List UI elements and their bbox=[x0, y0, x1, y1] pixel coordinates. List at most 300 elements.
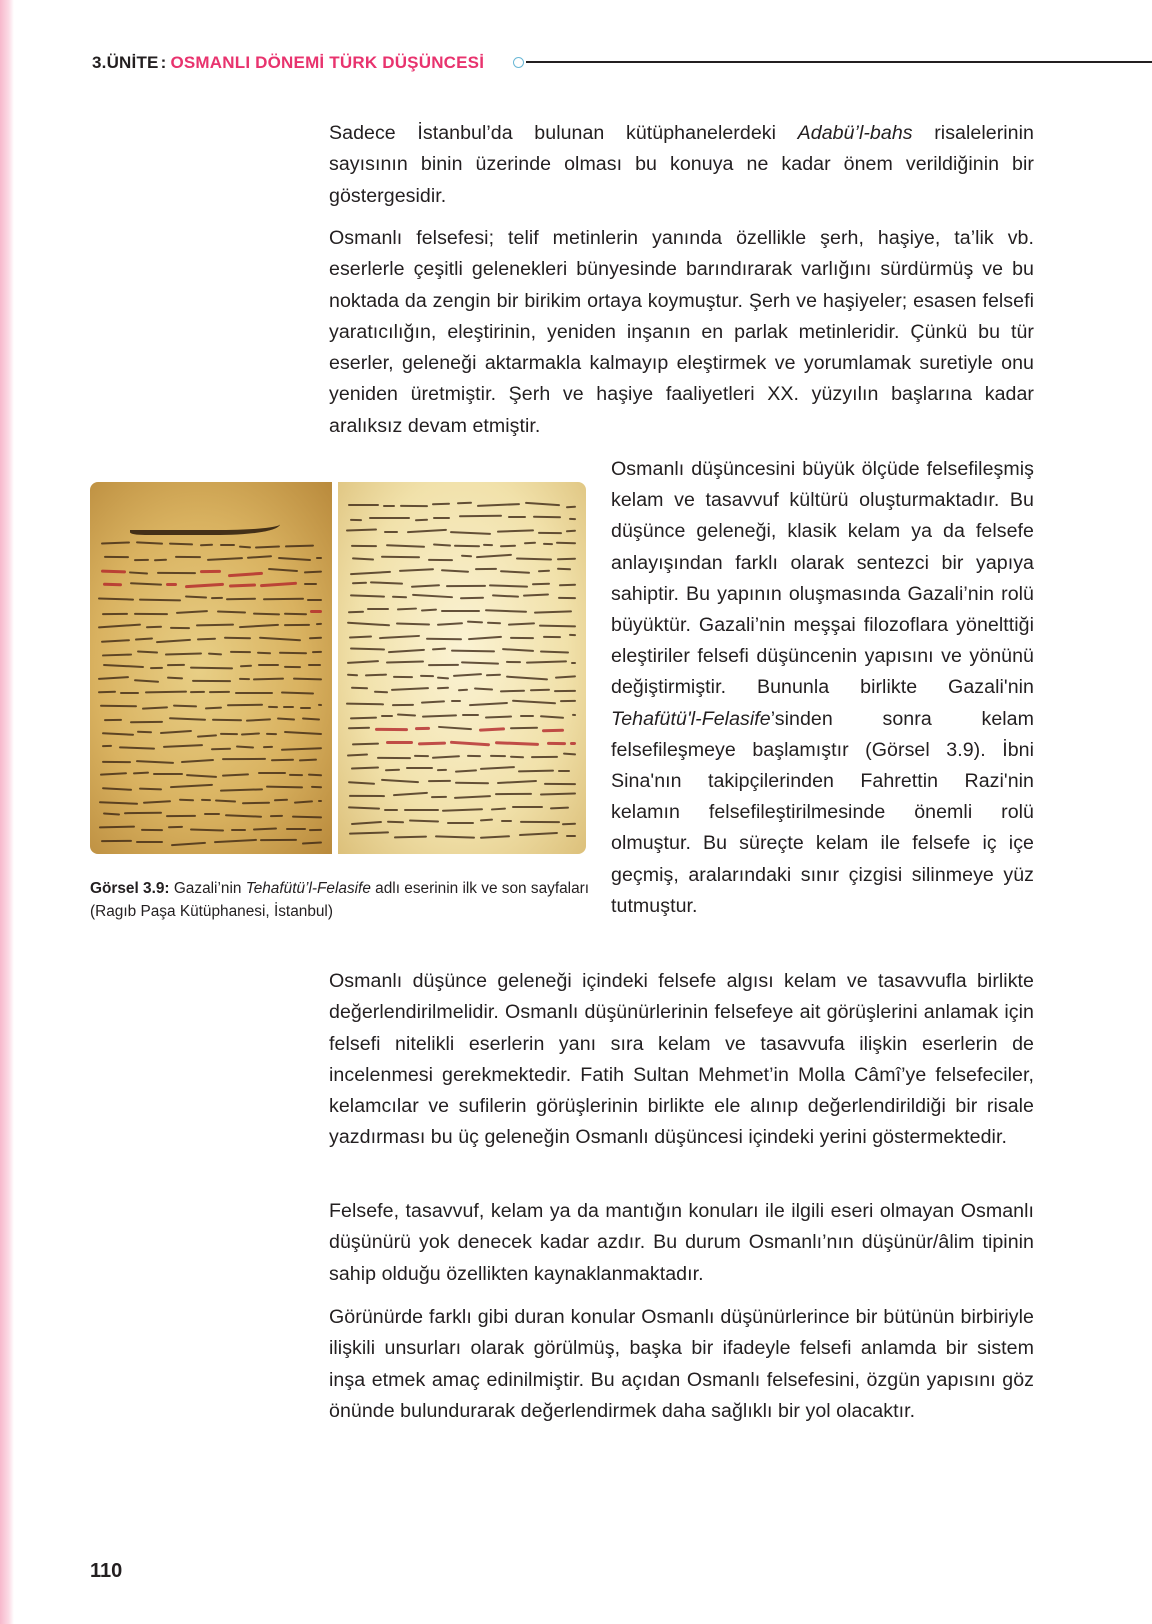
manuscript-script-stroke bbox=[100, 772, 127, 776]
manuscript-script-stroke bbox=[102, 653, 132, 656]
manuscript-script-stroke bbox=[543, 543, 553, 546]
manuscript-script-stroke bbox=[302, 841, 322, 845]
paragraph-sistem: Görünürde farklı gibi duran konular Osmanlı düşünürlerince bir bütünün birbiriyle ilişkili unsurları olarak görülmüş, başka bir ifadeyle felsefi anlamda bir sistem inşa etmek amaç edinilmiştir. Bu açıdan Osmanlı felsefesini, özgün yapısını göz önünde bulundurarak değerlendirmek daha sağlıklı bir yol olacaktır. bbox=[329, 1306, 1034, 1422]
manuscript-script-stroke bbox=[558, 770, 570, 772]
manuscript-script-stroke bbox=[554, 690, 576, 693]
manuscript-script-stroke bbox=[268, 568, 298, 572]
manuscript-script-stroke bbox=[98, 691, 116, 694]
manuscript-script-stroke bbox=[304, 570, 323, 573]
manuscript-script-stroke bbox=[209, 691, 230, 694]
manuscript-script-stroke bbox=[220, 544, 235, 546]
manuscript-script-stroke bbox=[170, 626, 190, 629]
manuscript-script-stroke bbox=[365, 674, 388, 677]
manuscript-script-stroke bbox=[399, 568, 434, 572]
manuscript-script-stroke bbox=[304, 583, 317, 585]
manuscript-script-stroke bbox=[197, 638, 217, 641]
manuscript-script-stroke bbox=[136, 542, 163, 546]
manuscript-script-stroke bbox=[150, 667, 163, 670]
manuscript-script-stroke bbox=[347, 621, 391, 626]
manuscript-script-stroke bbox=[163, 744, 203, 748]
manuscript-script-stroke bbox=[566, 835, 576, 837]
manuscript-script-stroke bbox=[308, 774, 322, 777]
manuscript-script-stroke bbox=[284, 613, 307, 616]
manuscript-script-stroke bbox=[293, 677, 322, 680]
manuscript-script-stroke bbox=[139, 598, 181, 601]
manuscript-script-stroke bbox=[102, 787, 132, 791]
manuscript-script-stroke bbox=[497, 530, 534, 534]
paragraph-kelam-tasavvuf: Osmanlı düşünce geleneği içindeki felsefe algısı kelam ve tasavvufla birlikte değerlendirilmelidir. Osmanlı düşünürlerinin felsefeye ait görüşlerini anlamak için felsefi nitelikli eserlerin yanı sıra kelam ve tasavvufa ilişkin eserlerin de incelenmesi gerekmektedir. Fatih Sultan Mehmet’in Molla Câmî’ye felsefeciler, kelamcılar ve sufilerin görüşlerinin birlikte ele alınıp değerlendirildiği bir risale yazdırması bu üç geleneğin Osmanlı düşüncesi içindeki yerini göstermektedir. bbox=[329, 970, 1034, 1149]
manuscript-script-stroke bbox=[502, 649, 534, 653]
manuscript-script-stroke bbox=[451, 649, 495, 652]
manuscript-script-stroke bbox=[519, 832, 558, 837]
manuscript-script-stroke bbox=[533, 516, 561, 519]
manuscript-script-stroke bbox=[175, 556, 201, 559]
manuscript-script-stroke bbox=[479, 727, 505, 731]
manuscript-script-stroke bbox=[348, 726, 370, 729]
manuscript-script-stroke bbox=[467, 621, 483, 624]
manuscript-script-stroke bbox=[487, 621, 501, 624]
manuscript-last-page bbox=[338, 482, 586, 854]
manuscript-script-stroke bbox=[383, 505, 395, 507]
manuscript-script-stroke bbox=[532, 583, 550, 586]
manuscript-script-stroke bbox=[500, 570, 530, 574]
manuscript-script-stroke bbox=[352, 557, 375, 561]
manuscript-script-stroke bbox=[101, 542, 130, 545]
manuscript-script-stroke bbox=[350, 571, 391, 576]
manuscript-script-stroke bbox=[257, 651, 271, 654]
manuscript-script-stroke bbox=[208, 652, 223, 655]
paragraph-adabul-bahs: Sadece İstanbul’da bulunan kütüphanelerdeki Adabü’l-bahs risalelerinin sayısının binin üzerinde olması bu konuya ne kadar önem verildiğinin bir göstergesidir. bbox=[329, 122, 1034, 207]
manuscript-script-stroke bbox=[137, 731, 152, 734]
manuscript-script-stroke bbox=[539, 624, 576, 627]
manuscript-script-stroke bbox=[540, 792, 576, 795]
manuscript-script-stroke bbox=[142, 707, 168, 711]
manuscript-script-stroke bbox=[207, 557, 243, 561]
manuscript-script-stroke bbox=[428, 664, 459, 667]
manuscript-script-stroke bbox=[384, 531, 398, 533]
header-rule bbox=[526, 61, 1152, 63]
manuscript-script-stroke bbox=[480, 766, 515, 770]
manuscript-script-stroke bbox=[453, 673, 482, 677]
manuscript-script-stroke bbox=[531, 756, 558, 759]
manuscript-script-stroke bbox=[462, 714, 479, 716]
manuscript-script-stroke bbox=[302, 718, 321, 722]
manuscript-script-stroke bbox=[407, 529, 447, 534]
manuscript-script-stroke bbox=[469, 702, 508, 707]
manuscript-script-stroke bbox=[220, 788, 263, 792]
manuscript-script-stroke bbox=[228, 572, 263, 577]
page-number: 110 bbox=[90, 1560, 123, 1582]
manuscript-script-stroke bbox=[136, 760, 174, 764]
manuscript-script-stroke bbox=[266, 786, 303, 789]
manuscript-script-stroke bbox=[102, 664, 143, 668]
manuscript-script-stroke bbox=[399, 505, 427, 508]
manuscript-script-stroke bbox=[381, 556, 420, 559]
manuscript-script-stroke bbox=[312, 650, 322, 653]
manuscript-script-stroke bbox=[229, 583, 256, 587]
manuscript-script-stroke bbox=[169, 543, 193, 546]
manuscript-script-stroke bbox=[415, 727, 430, 730]
manuscript-script-stroke bbox=[145, 690, 187, 693]
manuscript-script-stroke bbox=[501, 820, 512, 822]
manuscript-script-stroke bbox=[104, 719, 122, 722]
manuscript-script-stroke bbox=[506, 661, 521, 664]
manuscript-script-stroke bbox=[495, 792, 532, 795]
manuscript-script-stroke bbox=[455, 769, 477, 773]
manuscript-script-stroke bbox=[538, 570, 550, 573]
manuscript-script-stroke bbox=[563, 752, 576, 755]
manuscript-script-stroke bbox=[426, 638, 462, 641]
manuscript-script-stroke bbox=[227, 704, 263, 707]
manuscript-script-stroke bbox=[167, 664, 185, 667]
manuscript-script-stroke bbox=[316, 557, 322, 559]
manuscript-script-stroke bbox=[263, 746, 273, 749]
italic-term: Adabü’l-bahs bbox=[797, 122, 913, 144]
manuscript-script-stroke bbox=[476, 554, 512, 559]
manuscript-script-stroke bbox=[393, 676, 413, 679]
manuscript-script-stroke bbox=[260, 839, 297, 842]
manuscript-script-stroke bbox=[200, 544, 213, 547]
manuscript-script-stroke bbox=[375, 728, 408, 731]
manuscript-script-stroke bbox=[348, 611, 364, 614]
manuscript-script-stroke bbox=[571, 662, 576, 664]
manuscript-script-stroke bbox=[438, 726, 472, 731]
manuscript-script-stroke bbox=[538, 532, 562, 535]
italic-term: Tehafütü'l-Felasife bbox=[611, 707, 771, 730]
manuscript-script-stroke bbox=[226, 597, 256, 600]
header-ring-icon bbox=[513, 57, 524, 68]
manuscript-script-stroke bbox=[101, 840, 132, 843]
manuscript-script-stroke bbox=[137, 650, 158, 654]
manuscript-script-stroke bbox=[447, 822, 474, 824]
manuscript-script-stroke bbox=[387, 820, 404, 823]
manuscript-script-stroke bbox=[566, 505, 576, 508]
manuscript-script-stroke bbox=[418, 741, 446, 745]
manuscript-script-stroke bbox=[102, 745, 113, 748]
manuscript-script-stroke bbox=[205, 706, 222, 709]
manuscript-script-stroke bbox=[392, 704, 414, 707]
manuscript-script-stroke bbox=[414, 755, 429, 758]
manuscript-script-stroke bbox=[394, 835, 427, 838]
manuscript-script-stroke bbox=[124, 812, 162, 815]
manuscript-script-stroke bbox=[421, 701, 445, 705]
manuscript-script-stroke bbox=[347, 673, 358, 676]
manuscript-script-stroke bbox=[386, 660, 424, 663]
manuscript-script-stroke bbox=[396, 623, 430, 626]
manuscript-script-stroke bbox=[391, 687, 429, 691]
manuscript-script-stroke bbox=[253, 613, 280, 616]
manuscript-script-stroke bbox=[381, 779, 419, 784]
unit-header bbox=[92, 48, 484, 78]
manuscript-script-stroke bbox=[370, 582, 403, 586]
manuscript-script-stroke bbox=[431, 796, 447, 799]
manuscript-script-stroke bbox=[516, 557, 552, 560]
manuscript-script-stroke bbox=[542, 728, 564, 732]
manuscript-script-stroke bbox=[351, 545, 377, 548]
manuscript-script-stroke bbox=[495, 742, 539, 747]
manuscript-script-stroke bbox=[347, 753, 368, 756]
manuscript-script-stroke bbox=[437, 677, 449, 680]
manuscript-script-stroke bbox=[525, 502, 560, 507]
manuscript-script-stroke bbox=[435, 835, 475, 839]
manuscript-script-stroke bbox=[130, 583, 163, 587]
manuscript-script-stroke bbox=[211, 597, 223, 600]
manuscript-title-stroke bbox=[130, 508, 280, 535]
manuscript-script-stroke bbox=[474, 687, 493, 691]
manuscript-script-stroke bbox=[157, 571, 196, 574]
manuscript-script-stroke bbox=[415, 518, 429, 521]
manuscript-script-stroke bbox=[406, 767, 433, 769]
manuscript-script-stroke bbox=[201, 799, 211, 802]
manuscript-script-stroke bbox=[523, 594, 549, 598]
manuscript-script-stroke bbox=[214, 839, 257, 844]
manuscript-script-stroke bbox=[134, 613, 168, 616]
manuscript-script-stroke bbox=[571, 714, 576, 717]
manuscript-script-stroke bbox=[540, 716, 564, 720]
caption-label: Görsel 3.9: bbox=[90, 880, 170, 897]
manuscript-script-stroke bbox=[500, 689, 525, 692]
manuscript-script-stroke bbox=[277, 717, 295, 721]
manuscript-script-stroke bbox=[171, 842, 206, 847]
manuscript-script-stroke bbox=[369, 517, 410, 520]
manuscript-script-stroke bbox=[557, 568, 571, 571]
manuscript-script-stroke bbox=[181, 759, 214, 764]
manuscript-script-stroke bbox=[520, 715, 534, 718]
manuscript-script-stroke bbox=[240, 665, 252, 668]
manuscript-script-stroke bbox=[566, 529, 576, 532]
manuscript-script-stroke bbox=[569, 634, 576, 637]
manuscript-script-stroke bbox=[379, 635, 421, 640]
manuscript-script-stroke bbox=[215, 800, 236, 804]
manuscript-script-stroke bbox=[428, 558, 453, 561]
manuscript-script-stroke bbox=[455, 781, 489, 784]
manuscript-script-stroke bbox=[165, 652, 202, 656]
manuscript-script-stroke bbox=[467, 755, 481, 758]
manuscript-script-stroke bbox=[432, 755, 460, 759]
manuscript-script-stroke bbox=[559, 583, 576, 586]
manuscript-script-stroke bbox=[263, 598, 304, 601]
manuscript-script-stroke bbox=[169, 717, 206, 721]
manuscript-script-stroke bbox=[200, 570, 221, 573]
manuscript-script-stroke bbox=[129, 572, 148, 576]
manuscript-script-stroke bbox=[231, 829, 246, 831]
manuscript-script-stroke bbox=[166, 583, 177, 586]
manuscript-script-stroke bbox=[309, 637, 322, 640]
manuscript-script-stroke bbox=[225, 814, 262, 818]
manuscript-script-stroke bbox=[457, 502, 472, 505]
manuscript-script-stroke bbox=[99, 705, 136, 708]
manuscript-script-stroke bbox=[239, 624, 279, 629]
manuscript-script-stroke bbox=[520, 821, 560, 824]
manuscript-script-stroke bbox=[556, 542, 576, 545]
paragraph-osmanli-dusunur: Felsefe, tasavvuf, kelam ya da mantığın konuları ile ilgili eseri olmayan Osmanlı düşünürü yok denecek kadar azdır. Bu durum Osmanlı’nın düşünür/âlim tipinin sahip olduğu özellikten kaynaklanmaktadır. bbox=[329, 1200, 1034, 1285]
manuscript-script-stroke bbox=[453, 545, 479, 548]
manuscript-script-stroke bbox=[497, 780, 537, 784]
manuscript-script-stroke bbox=[491, 808, 507, 811]
manuscript-script-stroke bbox=[388, 649, 425, 654]
manuscript-script-stroke bbox=[534, 611, 572, 615]
manuscript-script-stroke bbox=[351, 687, 368, 690]
manuscript-script-stroke bbox=[190, 691, 205, 694]
manuscript-script-stroke bbox=[461, 661, 499, 665]
manuscript-script-stroke bbox=[217, 611, 246, 614]
manuscript-script-stroke bbox=[500, 545, 516, 548]
manuscript-script-stroke bbox=[258, 664, 279, 666]
manuscript-script-stroke bbox=[432, 503, 450, 506]
manuscript-script-stroke bbox=[508, 622, 535, 626]
manuscript-script-stroke bbox=[485, 715, 512, 718]
manuscript-script-stroke bbox=[278, 557, 311, 561]
manuscript-script-stroke bbox=[530, 688, 550, 691]
manuscript-script-stroke bbox=[351, 766, 379, 770]
manuscript-script-stroke bbox=[224, 637, 251, 640]
manuscript-script-stroke bbox=[437, 622, 463, 626]
manuscript-script-stroke bbox=[185, 596, 207, 600]
manuscript-script-stroke bbox=[185, 583, 224, 588]
manuscript-script-stroke bbox=[134, 558, 149, 561]
manuscript-script-stroke bbox=[101, 639, 130, 643]
manuscript-script-stroke bbox=[283, 706, 294, 708]
manuscript-script-stroke bbox=[569, 518, 576, 521]
manuscript-script-stroke bbox=[348, 504, 379, 506]
manuscript-script-stroke bbox=[409, 820, 439, 824]
manuscript-script-stroke bbox=[176, 610, 208, 614]
manuscript-script-stroke bbox=[160, 730, 192, 735]
unit-separator: : bbox=[160, 53, 167, 72]
figure-caption: Görsel 3.9: Gazali’nin Tehafütü’l-Felasife adlı eserinin ilk ve son sayfaları (Ragıb Paşa Kütüphanesi, İstanbul) bbox=[90, 880, 590, 920]
manuscript-script-stroke bbox=[311, 786, 322, 789]
manuscript-script-stroke bbox=[266, 733, 277, 736]
manuscript-script-stroke bbox=[393, 792, 428, 797]
paragraph-gazali: Osmanlı düşüncesini büyük ölçüde felsefileşmiş kelam ve tasavvuf kültürü oluşturmaktadır. Bu düşünce geleneği, klasik kelam ya da felsefe anlayışından farklı olarak sentezci bir yapıya sahiptir. Bu yapının oluşmasında Gazali’nin rolü büyüktür. Gazali’nin meşşai filozoflara yönelttiği eleştiriler felsefi düşüncenin yapısını ve yönünü değiştirmiştir. Bununla birlikte Gazali'nin Tehafütü'l-Felasife’sinden sonra kelam felsefileşmeye başlamıştır (Görsel 3.9). İbni Sina'nın takipçilerinden Fahrettin Razi'nin kelamın felsefileştirilmesinde önemli rolü olmuştur. Bu süreçte kelam ile felsefe iç içe geçmiş, aralarındaki sınır çizgisi silinmeye yüz tutmuştur. bbox=[611, 458, 1034, 917]
manuscript-script-stroke bbox=[220, 733, 238, 736]
manuscript-script-stroke bbox=[544, 783, 576, 786]
unit-topic: OSMANLI DÖNEMİ TÜRK DÜŞÜNCESİ bbox=[170, 53, 485, 72]
manuscript-script-stroke bbox=[397, 608, 417, 611]
manuscript-script-stroke bbox=[437, 768, 447, 771]
manuscript-script-stroke bbox=[98, 677, 129, 681]
manuscript-script-stroke bbox=[242, 801, 270, 804]
manuscript-script-stroke bbox=[392, 596, 407, 599]
manuscript-script-stroke bbox=[454, 795, 491, 799]
manuscript-script-stroke bbox=[506, 676, 548, 681]
manuscript-script-stroke bbox=[492, 594, 519, 598]
manuscript-script-stroke bbox=[239, 678, 250, 681]
manuscript-script-stroke bbox=[451, 700, 461, 702]
manuscript-script-stroke bbox=[239, 545, 251, 548]
manuscript-script-stroke bbox=[432, 543, 450, 547]
manuscript-script-stroke bbox=[259, 637, 301, 642]
manuscript-script-stroke bbox=[154, 559, 167, 562]
manuscript-script-stroke bbox=[143, 800, 171, 804]
manuscript-script-stroke bbox=[347, 661, 379, 665]
manuscript-script-stroke bbox=[386, 741, 413, 744]
manuscript-script-stroke bbox=[367, 608, 389, 610]
manuscript-script-stroke bbox=[192, 680, 231, 683]
manuscript-script-stroke bbox=[102, 613, 128, 616]
manuscript-script-stroke bbox=[167, 677, 183, 680]
manuscript-script-stroke bbox=[428, 780, 452, 783]
manuscript-script-stroke bbox=[103, 583, 122, 587]
manuscript-script-stroke bbox=[412, 594, 453, 599]
manuscript-script-stroke bbox=[510, 727, 538, 730]
manuscript-script-stroke bbox=[351, 821, 382, 825]
manuscript-script-stroke bbox=[170, 784, 213, 789]
manuscript-script-stroke bbox=[318, 704, 322, 707]
manuscript-script-stroke bbox=[292, 815, 322, 818]
manuscript-script-stroke bbox=[348, 781, 375, 785]
manuscript-script-stroke bbox=[179, 799, 195, 802]
manuscript-script-stroke bbox=[196, 623, 234, 626]
manuscript-script-stroke bbox=[386, 544, 425, 548]
manuscript-script-stroke bbox=[411, 584, 440, 588]
manuscript-script-stroke bbox=[236, 745, 255, 748]
manuscript-script-stroke bbox=[247, 555, 272, 559]
manuscript-script-stroke bbox=[286, 828, 306, 830]
manuscript-script-stroke bbox=[512, 806, 543, 808]
manuscript-script-stroke bbox=[562, 823, 576, 826]
manuscript-script-stroke bbox=[468, 636, 503, 641]
manuscript-script-stroke bbox=[460, 596, 484, 599]
manuscript-script-stroke bbox=[211, 747, 231, 750]
manuscript-script-stroke bbox=[486, 674, 501, 677]
manuscript-script-stroke bbox=[352, 742, 379, 745]
manuscript-script-stroke bbox=[156, 639, 191, 644]
manuscript-script-stroke bbox=[153, 773, 183, 775]
manuscript-script-stroke bbox=[98, 624, 141, 629]
manuscript-script-stroke bbox=[102, 732, 134, 736]
manuscript-script-stroke bbox=[101, 570, 126, 574]
manuscript-script-stroke bbox=[348, 807, 380, 811]
manuscript-script-stroke bbox=[490, 755, 506, 758]
manuscript-script-stroke bbox=[260, 582, 297, 588]
manuscript-script-stroke bbox=[104, 556, 129, 559]
manuscript-script-stroke bbox=[253, 827, 277, 830]
manuscript-script-stroke bbox=[310, 610, 322, 613]
manuscript-script-stroke bbox=[204, 813, 220, 815]
manuscript-script-stroke bbox=[346, 528, 377, 531]
manuscript-script-stroke bbox=[316, 623, 322, 626]
manuscript-script-stroke bbox=[120, 692, 139, 694]
manuscript-script-stroke bbox=[141, 829, 163, 832]
page-edge-strip bbox=[0, 0, 14, 1624]
manuscript-script-stroke bbox=[404, 809, 439, 811]
manuscript-script-stroke bbox=[173, 704, 197, 707]
manuscript-script-stroke bbox=[222, 758, 266, 761]
manuscript-script-stroke bbox=[526, 661, 567, 665]
manuscript-script-stroke bbox=[350, 647, 385, 650]
manuscript-script-stroke bbox=[441, 610, 480, 612]
manuscript-script-stroke bbox=[570, 742, 576, 745]
manuscript-script-stroke bbox=[99, 801, 138, 805]
manuscript-script-stroke bbox=[349, 795, 385, 798]
manuscript-script-stroke bbox=[281, 747, 322, 751]
manuscript-script-stroke bbox=[459, 515, 502, 518]
manuscript-script-stroke bbox=[477, 503, 520, 507]
manuscript-script-stroke bbox=[397, 714, 416, 717]
manuscript-script-stroke bbox=[433, 517, 450, 519]
manuscript-script-stroke bbox=[300, 707, 311, 709]
manuscript-script-stroke bbox=[485, 609, 527, 613]
manuscript-script-stroke bbox=[119, 746, 155, 750]
manuscript-script-stroke bbox=[524, 542, 537, 545]
manuscript-script-stroke bbox=[99, 825, 135, 828]
manuscript-script-stroke bbox=[130, 721, 164, 724]
manuscript-script-stroke bbox=[166, 814, 196, 817]
manuscript-script-stroke bbox=[489, 584, 528, 588]
manuscript-script-stroke bbox=[349, 831, 389, 835]
manuscript-script-stroke bbox=[281, 691, 314, 694]
